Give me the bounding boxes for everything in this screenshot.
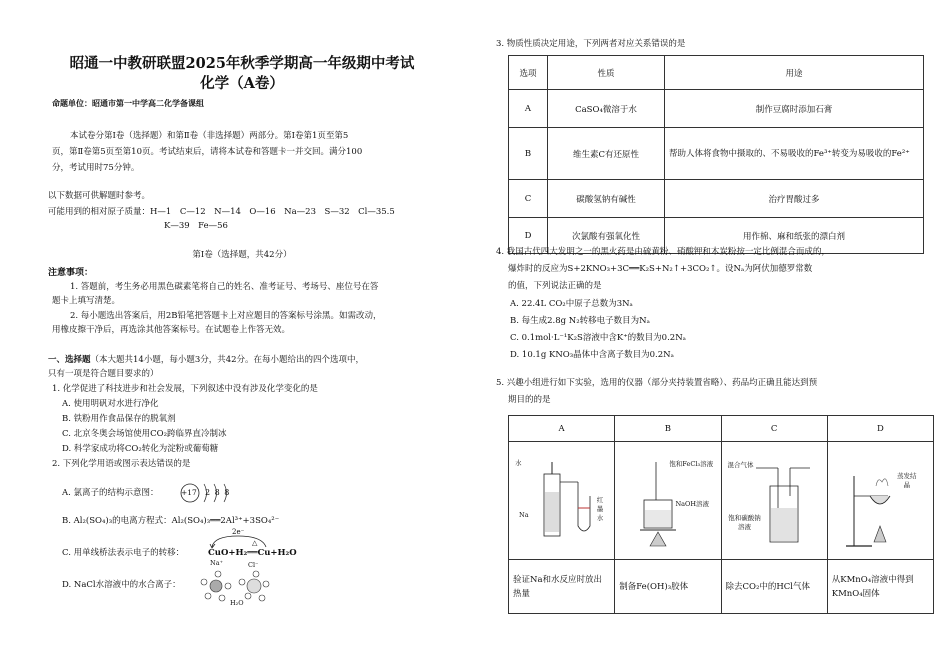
q5-figure-row xyxy=(509,442,934,560)
q1-stem: 1. 化学促进了科技进步和社会发展，下列叙述中没有涉及化学变化的是 xyxy=(52,384,318,394)
q3-header-option: 选项 xyxy=(509,56,548,90)
q2-stem: 2. 下列化学用语或图示表达错误的是 xyxy=(52,459,191,469)
q4-stem-1: 4. 我国古代四大发明之一的黑火药是由硫黄粉、硝酸钾和木炭粉按一定比例混合而成的， xyxy=(496,247,830,257)
mc-heading: 一、选择题 xyxy=(48,355,91,365)
mc-section-line-2: 只有一项是符合题目要求的） xyxy=(48,369,159,379)
q3-row-c-option: C xyxy=(509,180,548,218)
notice-heading: 注意事项： xyxy=(48,268,94,278)
chloride-ion-label: Cl⁻ xyxy=(248,561,259,569)
redox-equation: CuO+H₂══Cu+H₂O xyxy=(208,548,297,558)
q5-stem-2: 期目的的是 xyxy=(508,395,551,405)
q5-purpose-a: 验证Na和水反应时放出热量 xyxy=(509,560,615,614)
q5-figure-b xyxy=(615,442,721,560)
chloride-shell-electrons: 2 8 8 xyxy=(205,488,231,497)
q3-stem: 3. 物质性质决定用途，下列两者对应关系错误的是 xyxy=(496,39,686,49)
ref-data-line-3: K—39 Fe—56 xyxy=(164,221,228,231)
q4-option-a: A. 22.4L CO₂中原子总数为3Nₐ xyxy=(510,299,633,309)
q3-row-b-option: B xyxy=(509,128,548,180)
label-red-ink: 红墨水 xyxy=(596,496,604,522)
q3-row-a-use: 制作豆腐时添加石膏 xyxy=(665,90,924,128)
q2-option-a: A. 氯离子的结构示意图： xyxy=(62,488,159,498)
heat-symbol: △ xyxy=(252,539,258,547)
label-naoh: NaOH溶液 xyxy=(675,500,710,508)
q5-purpose-row xyxy=(509,560,934,614)
q4-option-c: C. 0.1mol·L⁻¹K₂S溶液中含K⁺的数目为0.2Nₐ xyxy=(510,333,686,343)
q4-stem-2: 爆炸时的反应为S+2KNO₃+3C══K₂S+N₂↑+3CO₂↑。设Nₐ为阿伏加德罗常数 xyxy=(508,264,813,274)
q1-option-c: C. 北京冬奥会场馆使用CO₂跨临界直冷制冰 xyxy=(62,429,227,439)
q3-table-header xyxy=(509,56,924,90)
chloride-structure-diagram xyxy=(178,479,238,507)
apparatus-d-icon xyxy=(832,446,928,556)
table-row xyxy=(509,180,924,218)
sodium-ion-label: Na⁺ xyxy=(210,559,223,567)
ref-data-line-1: 以下数据可供解题时参考。 xyxy=(48,191,151,201)
q5-table xyxy=(508,415,934,614)
label-sodium: Na xyxy=(519,511,529,519)
q4-option-b: B. 每生成2.8g N₂转移电子数目为Nₐ xyxy=(510,316,650,326)
exam-title: 昭通一中教研联盟2025年秋季学期高一年级期中考试 xyxy=(69,55,415,72)
q2-option-c: C. 用单线桥法表示电子的转移： xyxy=(62,548,185,558)
q5-purpose-d: 从KMnO₄溶液中得到KMnO₄固体 xyxy=(827,560,933,614)
label-evaporation: 蒸发结晶 xyxy=(897,472,917,489)
q5-table-header xyxy=(509,416,934,442)
q5-header-c: C xyxy=(721,416,827,442)
q5-purpose-b: 制备Fe(OH)₃胶体 xyxy=(615,560,721,614)
q5-header-a: A xyxy=(509,416,615,442)
q3-row-a-property: CaSO₄微溶于水 xyxy=(548,90,665,128)
q3-row-d-option: D xyxy=(509,218,548,254)
q3-header-property: 性质 xyxy=(548,56,665,90)
q4-option-d: D. 10.1g KNO₃晶体中含离子数目为0.2Nₐ xyxy=(510,350,674,360)
mc-description: （本大题共14小题，每小题3分，共42分。在每小题给出的四个选项中， xyxy=(90,355,365,365)
q1-option-a: A. 使用明矾对水进行净化 xyxy=(62,399,159,409)
intro-line-3: 分，考试用时75分钟。 xyxy=(52,163,140,173)
q3-table xyxy=(508,55,924,254)
label-carbonate-solution: 饱和碳酸钠溶液 xyxy=(728,514,761,531)
label-fecl3: 饱和FeCl₃溶液 xyxy=(669,460,714,468)
q3-header-use: 用途 xyxy=(665,56,924,90)
q5-header-d: D xyxy=(827,416,933,442)
q5-header-b: B xyxy=(615,416,721,442)
exam-subtitle: 化学（A卷） xyxy=(200,75,284,92)
notice-1a: 1. 答题前，考生务必用黑色碳素笔将自己的姓名、准考证号、考场号、座位号在答 xyxy=(70,282,379,292)
q5-stem-1: 5. 兴趣小组进行如下实验，选用的仪器（部分夹持装置省略）、药品均正确且能达到预 xyxy=(496,378,818,388)
q3-row-b-use: 帮助人体将食物中摄取的、不易吸收的Fe³⁺转变为易吸收的Fe²⁺ xyxy=(665,128,924,180)
label-mixed-gas: 混合气体 xyxy=(727,461,754,469)
q3-row-b-property: 维生素C有还原性 xyxy=(548,128,665,180)
q2-option-d: D. NaCl水溶液中的水合离子： xyxy=(62,580,181,590)
q5-figure-c xyxy=(721,442,827,560)
author-line: 命题单位：昭通市第一中学高二化学备课组 xyxy=(52,99,204,108)
water-label: H₂O xyxy=(230,599,244,607)
hydrated-ions-diagram xyxy=(196,560,276,608)
q3-row-c-use: 治疗胃酸过多 xyxy=(665,180,924,218)
q3-row-d-use: 用作棉、麻和纸张的漂白剂 xyxy=(665,218,924,254)
notice-2a: 2. 每小题选出答案后，用2B铅笔把答题卡上对应题目的答案标号涂黑。如需改动， xyxy=(70,311,382,321)
q5-figure-d xyxy=(827,442,933,560)
label-water: 水 xyxy=(515,459,522,467)
ref-data-line-2: 可能用到的相对原子质量：H—1 C—12 N—14 O—16 Na—23 S—32 Cl—35.5 xyxy=(48,207,395,217)
q5-purpose-c: 除去CO₂中的HCl气体 xyxy=(721,560,827,614)
q1-option-d: D. 科学家成功将CO₂转化为淀粉或葡萄糖 xyxy=(62,444,219,454)
electron-count-label: 2e⁻ xyxy=(232,528,245,536)
q4-stem-3: 的值，下列说法正确的是 xyxy=(508,281,602,291)
q3-row-a-option: A xyxy=(509,90,548,128)
table-row xyxy=(509,90,924,128)
q5-figure-a xyxy=(509,442,615,560)
notice-1b: 题卡上填写清楚。 xyxy=(52,296,121,306)
part1-heading: 第Ⅰ卷（选择题，共42分） xyxy=(192,250,292,260)
intro-line-2: 页，第Ⅱ卷第5页至第10页。考试结束后，请将本试卷和答题卡一并交回。满分100 xyxy=(52,147,363,157)
q3-row-c-property: 碳酸氢钠有碱性 xyxy=(548,180,665,218)
q1-option-b: B. 铁粉用作食品保存的脱氧剂 xyxy=(62,414,176,424)
q2-option-b: B. Al₂(SO₄)₃的电离方程式：Al₂(SO₄)₃══2Al³⁺+3SO₄²⁻ xyxy=(62,516,280,526)
notice-2b: 用橡皮擦干净后，再选涂其他答案标号。在试题卷上作答无效。 xyxy=(52,325,291,335)
intro-line-1: 本试卷分第Ⅰ卷（选择题）和第Ⅱ卷（非选择题）两部分。第Ⅰ卷第1页至第5 xyxy=(70,131,349,141)
q3-row-d-property: 次氯酸有强氧化性 xyxy=(548,218,665,254)
table-row xyxy=(509,128,924,180)
chloride-nucleus-charge: +17 xyxy=(181,488,197,497)
mc-section-line-1 xyxy=(48,353,364,367)
